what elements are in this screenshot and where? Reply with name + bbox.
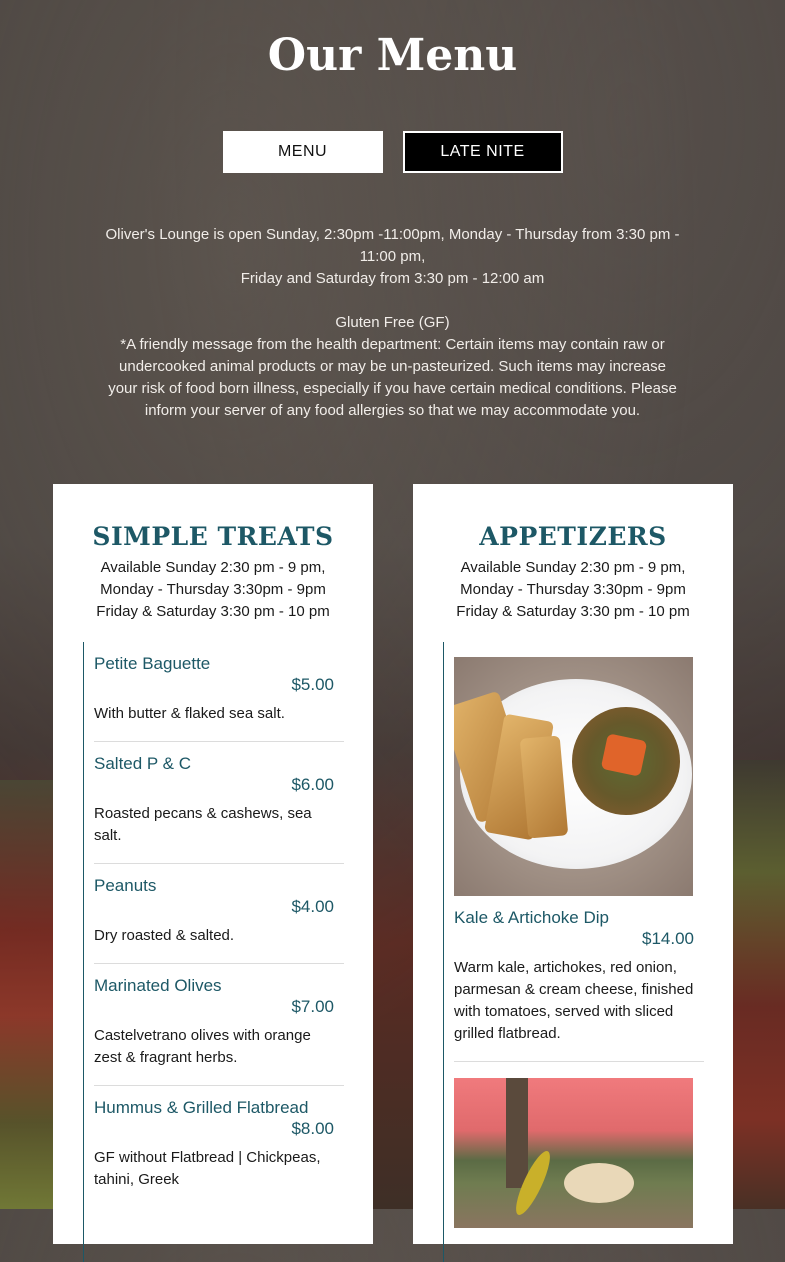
menu-item[interactable] (94, 1086, 344, 1207)
kale-artichoke-dip-photo (454, 657, 693, 896)
menu-item[interactable] (94, 742, 344, 864)
item-price: $5.00 (291, 675, 334, 694)
background-food-right (730, 760, 785, 1209)
section-availability (53, 557, 373, 623)
availability-line: Friday & Saturday 3:30 pm - 10 pm (456, 603, 690, 620)
tab-late-nite[interactable]: LATE NITE (403, 131, 563, 173)
health-notice: *A friendly message from the health department: Certain items may contain raw or undercooked animal products or may be un-pasteurized. Such items may increase your risk of food born illness, especially if you have certain medical conditions. Please inform your server of any food allergies so that we may accommodate you. (108, 336, 677, 419)
menu-card-appetizers (413, 484, 733, 1244)
menu-item[interactable] (94, 864, 344, 964)
menu-item[interactable] (454, 896, 704, 1062)
menu-item-list (83, 642, 354, 1262)
item-name: Hummus & Grilled Flatbread (94, 1098, 309, 1117)
lounge-info (105, 224, 680, 422)
gluten-free-note: Gluten Free (GF) (335, 314, 450, 331)
menu-item-list (443, 642, 714, 1262)
item-price: $8.00 (291, 1119, 334, 1138)
hours-text: Oliver's Lounge is open Sunday, 2:30pm -11:00pm, Monday - Thursday from 3:30 pm - 11:00 pm, (105, 226, 680, 265)
item-price: $6.00 (291, 775, 334, 794)
item-name: Salted P & C (94, 754, 192, 773)
availability-line: Available Sunday 2:30 pm - 9 pm, (460, 559, 686, 576)
appetizer-platter-photo (454, 1078, 693, 1228)
section-title: APPETIZERS (479, 522, 667, 551)
availability-line: Monday - Thursday 3:30pm - 9pm (100, 581, 326, 598)
background-food-left (0, 780, 60, 1209)
availability-line: Friday & Saturday 3:30 pm - 10 pm (96, 603, 330, 620)
item-description: Warm kale, artichokes, red onion, parmesan & cream cheese, finished with tomatoes, served with sliced grilled flatbread. (454, 959, 694, 1042)
section-title: SIMPLE TREATS (92, 522, 334, 551)
item-description: With butter & flaked sea salt. (94, 705, 285, 722)
item-name: Marinated Olives (94, 976, 222, 995)
tab-menu[interactable]: MENU (223, 131, 383, 173)
menu-item[interactable] (94, 642, 344, 742)
item-description: GF without Flatbread | Chickpeas, tahini, Greek (94, 1149, 321, 1188)
item-description: Castelvetrano olives with orange zest & fragrant herbs. (94, 1027, 311, 1066)
item-price: $14.00 (642, 929, 694, 948)
item-name: Peanuts (94, 876, 157, 895)
item-price: $7.00 (291, 997, 334, 1016)
page-title: Our Menu (267, 30, 518, 81)
item-price: $4.00 (291, 897, 334, 916)
hours-weekend-text: Friday and Saturday from 3:30 pm - 12:00 am (240, 270, 545, 287)
item-description: Dry roasted & salted. (94, 927, 235, 944)
item-name: Kale & Artichoke Dip (454, 908, 609, 927)
availability-line: Monday - Thursday 3:30pm - 9pm (460, 581, 686, 598)
item-description: Roasted pecans & cashews, sea salt. (94, 805, 312, 844)
availability-line: Available Sunday 2:30 pm - 9 pm, (100, 559, 326, 576)
menu-item[interactable] (94, 964, 344, 1086)
item-name: Petite Baguette (94, 654, 211, 673)
menu-card-simple-treats (53, 484, 373, 1244)
section-availability (413, 557, 733, 623)
menu-tabs (0, 131, 785, 173)
